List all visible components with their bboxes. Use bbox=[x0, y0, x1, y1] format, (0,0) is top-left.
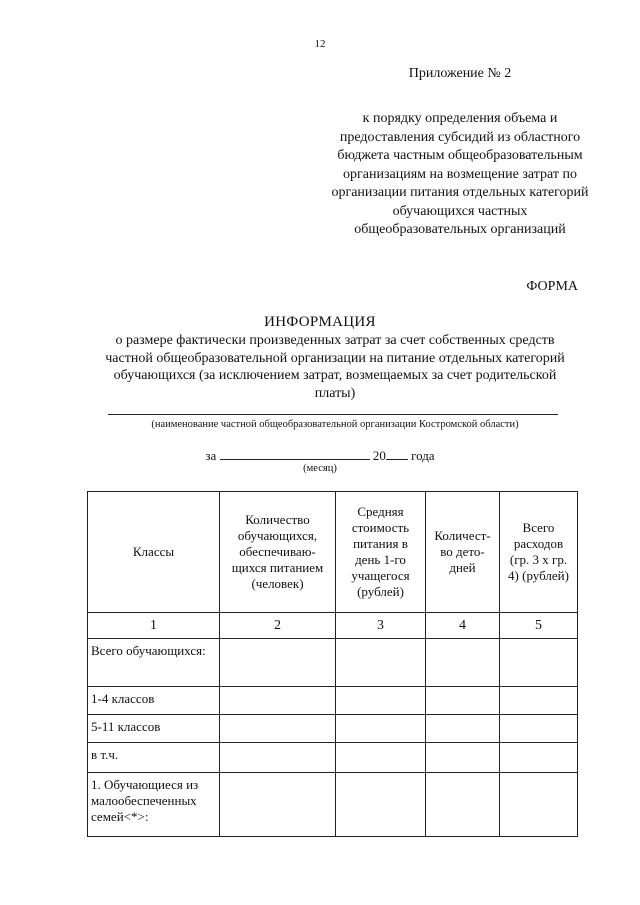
row-label: Всего обучающихся: bbox=[88, 639, 220, 687]
table-cell[interactable] bbox=[220, 743, 336, 773]
table-cell[interactable] bbox=[336, 743, 426, 773]
table-cell[interactable] bbox=[336, 639, 426, 687]
period-line bbox=[0, 447, 640, 464]
header-student-count: Количество обучающихся, обеспечиваю-щихся питанием (человек) bbox=[220, 492, 336, 613]
table-row bbox=[88, 715, 578, 743]
table-cell[interactable] bbox=[500, 743, 578, 773]
table-cell[interactable] bbox=[220, 687, 336, 715]
table-cell[interactable] bbox=[336, 715, 426, 743]
table-cell[interactable] bbox=[336, 773, 426, 837]
year-blank[interactable] bbox=[386, 447, 408, 460]
table-cell[interactable] bbox=[500, 773, 578, 837]
period-prefix: за bbox=[205, 448, 217, 463]
table-cell[interactable] bbox=[426, 687, 500, 715]
header-classes: Классы bbox=[88, 492, 220, 613]
table-cell[interactable] bbox=[336, 687, 426, 715]
row-label: в т.ч. bbox=[88, 743, 220, 773]
table-cell[interactable] bbox=[220, 773, 336, 837]
year-prefix: 20 bbox=[372, 448, 386, 463]
table-header-row bbox=[88, 492, 578, 613]
table-cell[interactable] bbox=[426, 773, 500, 837]
month-blank[interactable] bbox=[220, 447, 370, 460]
table-cell[interactable] bbox=[500, 639, 578, 687]
table-row bbox=[88, 773, 578, 837]
table-row bbox=[88, 743, 578, 773]
page-number: 12 bbox=[314, 38, 326, 50]
organization-name-line[interactable] bbox=[108, 414, 558, 415]
column-number: 4 bbox=[426, 613, 500, 639]
table-cell[interactable] bbox=[500, 687, 578, 715]
table-row bbox=[88, 687, 578, 715]
table-cell[interactable] bbox=[500, 715, 578, 743]
table-cell[interactable] bbox=[220, 715, 336, 743]
row-label: 1-4 классов bbox=[88, 687, 220, 715]
column-number: 3 bbox=[336, 613, 426, 639]
organization-caption: (наименование частной общеобразовательной организации Костромской области) bbox=[151, 419, 519, 430]
header-avg-cost: Средняя стоимость питания в день 1-го учащегося (рублей) bbox=[336, 492, 426, 613]
column-number: 2 bbox=[220, 613, 336, 639]
document-subtitle: о размере фактически произведенных затрат за счет собственных средств частной общеобразовательной организации на питание отдельных категорий обучающихся (за исключением затрат, возмещаемых за счет родительской платы) bbox=[105, 333, 565, 401]
table-cell[interactable] bbox=[426, 743, 500, 773]
expenses-table bbox=[87, 491, 578, 837]
appendix-title: Приложение № 2 bbox=[408, 66, 512, 81]
column-numbers-row bbox=[88, 613, 578, 639]
appendix-description: к порядку определения объема и предоставления субсидий из областного бюджета частным общеобразовательным организациям на возмещение затрат по организации питания отдельных категорий обучающихся частных общеобразовательных организаций bbox=[331, 111, 589, 237]
table-row bbox=[88, 639, 578, 687]
table-cell[interactable] bbox=[426, 639, 500, 687]
month-caption: (месяц) bbox=[303, 463, 337, 474]
column-number: 5 bbox=[500, 613, 578, 639]
table-cell[interactable] bbox=[426, 715, 500, 743]
form-label: ФОРМА bbox=[526, 279, 578, 294]
header-total-expenses: Всего расходов (гр. 3 х гр. 4) (рублей) bbox=[500, 492, 578, 613]
column-number: 1 bbox=[88, 613, 220, 639]
header-child-days: Количест-во дето-дней bbox=[426, 492, 500, 613]
row-label: 5-11 классов bbox=[88, 715, 220, 743]
row-label: 1. Обучающиеся из малообеспеченных семей<*>: bbox=[88, 773, 220, 837]
table-cell[interactable] bbox=[220, 639, 336, 687]
document-title: ИНФОРМАЦИЯ bbox=[264, 314, 376, 330]
period-suffix: года bbox=[411, 448, 435, 463]
